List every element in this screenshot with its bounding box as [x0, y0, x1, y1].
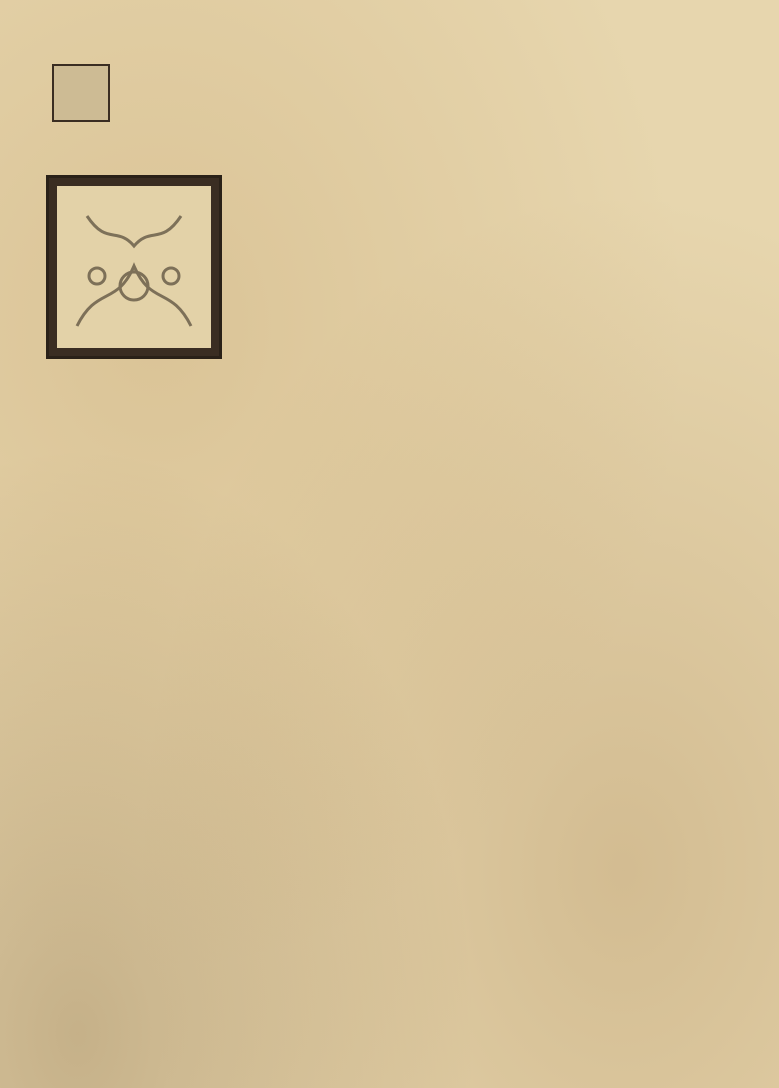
woodcut-ornament	[57, 186, 211, 348]
woodcut-initial	[46, 175, 222, 359]
page-header	[0, 26, 779, 50]
small-initial	[52, 64, 110, 122]
